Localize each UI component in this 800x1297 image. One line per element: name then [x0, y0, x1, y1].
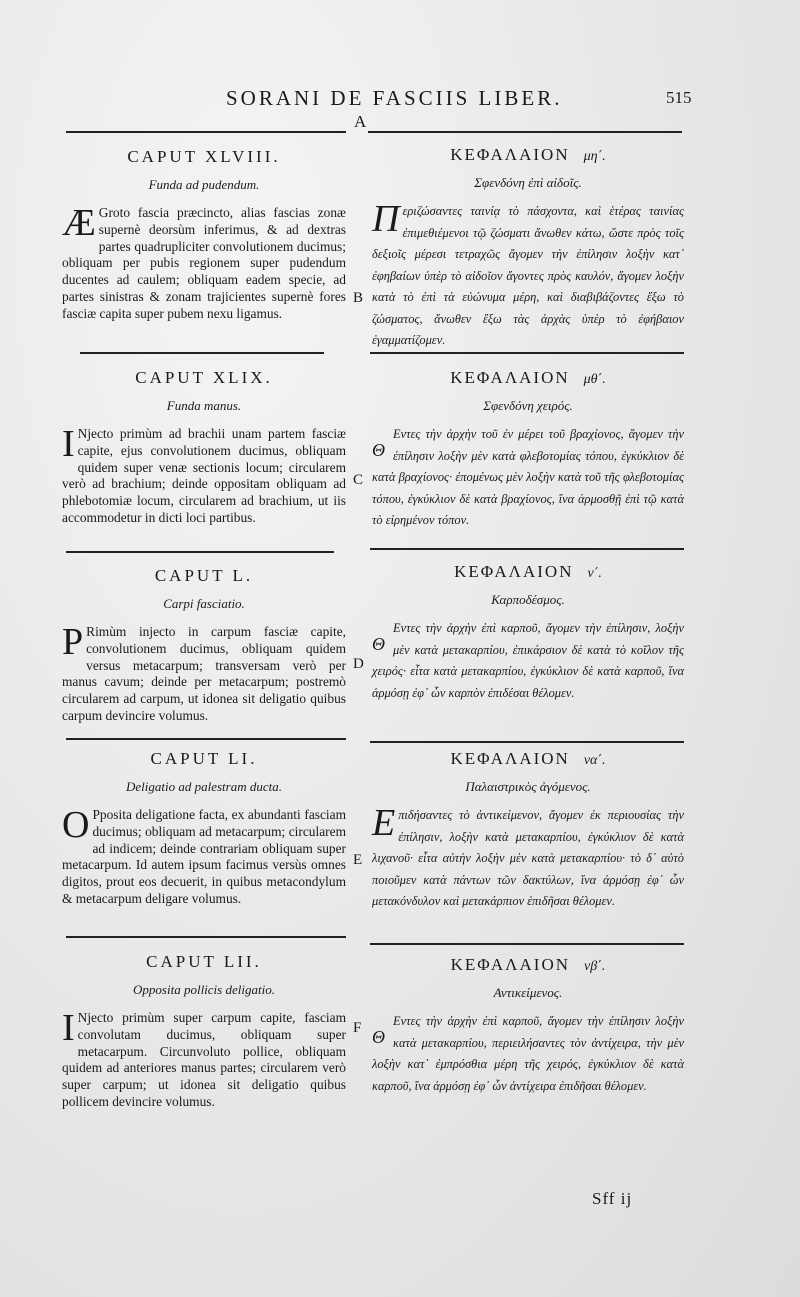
header-rule-right — [368, 131, 682, 133]
paragraph-text: Εντες τὴν ἀρχὴν τοῦ ἐν μέρει τοῦ βραχίονος, ἄγομεν τὴν ἐπίλησιν λοξὴν μὲν κατὰ φλεβοτομίας τόπου, ἐγκύκλιον δὲ κατὰ βραχίονος· ἐπομένως μὲν λοξὴν κατὰ τοῦ τῆς φλεβοτομίας τόπου, ἐγκύκλιον δὲ κατὰ βραχίονος, ἵνα ἁρμοσθῇ ἐπὶ τῷ κατὰ τὸ εἰρημένον τόπον. — [372, 427, 684, 527]
section-text — [372, 618, 684, 704]
section-text — [62, 804, 346, 908]
section-heading — [372, 955, 684, 975]
section-rule — [80, 352, 324, 354]
chapter-number: νβ΄. — [584, 959, 606, 974]
section-heading: CAPUT LII. — [146, 952, 262, 971]
section-text — [62, 423, 346, 527]
paragraph-text: Pposita deligatione facta, ex abundanti fasciam ducimus; obliquam ad metacarpum; circularem ad indicem; deinde contrariam obliquam super metacarpum. Id autem ipsum facimus versùs omnes digitos, prout eos decuerit, in quibus metacondylum & metacarpum deligare volumus. — [62, 807, 346, 906]
latin-section-52 — [62, 952, 346, 1111]
section-text — [372, 1011, 684, 1097]
paragraph-text: Njecto primùm super carpum capite, fasciam convolutam ducimus, obliquam super metacarpum. Circunvoluto pollice, obliquam quidem ad anteriores manus partes; circularem verò super carpum; ut idonea sit deligatio quibus pollicem devincire volumus. — [62, 1010, 346, 1109]
greek-section-52 — [372, 955, 684, 1097]
section-subtitle: Opposita pollicis deligatio. — [133, 982, 275, 997]
section-subtitle: Σφενδόνη χειρός. — [483, 398, 573, 413]
margin-marker-c: C — [353, 472, 364, 488]
section-text — [372, 802, 684, 913]
section-rule — [370, 352, 684, 354]
greek-section-51 — [372, 749, 684, 913]
section-heading — [372, 749, 684, 769]
section-subtitle: Funda ad pudendum. — [148, 177, 260, 192]
section-rule — [370, 943, 684, 945]
latin-section-50 — [62, 566, 346, 725]
section-rule — [66, 551, 334, 553]
greek-section-49 — [372, 368, 684, 532]
theta-mark: Θ — [372, 634, 385, 654]
printer-signature: Sff ij — [592, 1189, 633, 1208]
latin-section-49 — [62, 368, 346, 527]
section-heading: CAPUT XLVIII. — [127, 147, 281, 166]
heading-word: ΚΕΦΑΛΑΙΟΝ — [454, 562, 574, 581]
margin-marker-a: A — [354, 112, 367, 131]
margin-marker-e: E — [353, 852, 363, 868]
section-heading — [372, 368, 684, 388]
heading-word: ΚΕΦΑΛΑΙΟΝ — [450, 749, 570, 768]
greek-section-48 — [372, 145, 684, 352]
paragraph-text: Rimùm injecto in carpum fasciæ capite, convolutionem ducimus, obliquam quidem versus metacarpum; transversam verò per manus cavum; deinde per metacarpum; postremò circularem ad carpum, ut idonea sit deligatio quibus carpum devincire volumus. — [62, 624, 346, 723]
section-text — [62, 1007, 346, 1111]
section-subtitle: Σφενδόνη ἐπὶ αἰδοῖς. — [474, 175, 582, 190]
header-rule-left — [66, 131, 346, 133]
section-subtitle: Καρποδέσμος. — [491, 592, 565, 607]
section-heading: CAPUT LI. — [150, 749, 258, 768]
chapter-number: μη΄. — [583, 149, 606, 164]
section-text — [62, 621, 346, 725]
section-text — [372, 424, 684, 532]
chapter-number: να΄. — [583, 753, 606, 768]
section-heading: CAPUT XLIX. — [135, 368, 273, 387]
margin-marker-d: D — [353, 656, 364, 672]
paragraph-text: πιδήσαντες τὸ ἀντικείμενον, ἄγομεν ἐκ περιουσίας τὴν ἐπίλησιν, λοξὴν κατὰ μετακαρπίου, ἐγκύκλιον δὲ κατὰ λιχανοῦ· εἶτα αὐτὴν λοξὴν μὲν κατὰ μετακαρπίου· τὸ δ᾽ αὐτὸ ποιοῦμεν κατὰ πάντων τῶν δακτύλων, ἵνα ἁρμόσῃ ἐφ᾽ ὧν μετακόνδυλον καὶ μετακάρπιον ἐπιδῆσαι θέλομεν. — [372, 808, 684, 908]
margin-marker-f: F — [353, 1020, 362, 1036]
latin-section-48 — [62, 147, 346, 323]
drop-cap: P — [62, 621, 84, 663]
drop-cap: I — [62, 423, 75, 465]
section-subtitle: Deligatio ad palestram ducta. — [126, 779, 282, 794]
section-rule — [66, 738, 346, 740]
section-subtitle: Παλαιστρικὸς ἀγόμενος. — [465, 779, 591, 794]
section-rule — [370, 548, 684, 550]
drop-cap: Π — [372, 198, 400, 240]
chapter-number: μθ΄. — [583, 372, 606, 387]
paragraph-text: Εντες τὴν ἀρχὴν ἐπὶ καρποῦ, ἄγομεν τὴν ἐπίλησιν, λοξὴν μὲν κατὰ μετακαρπίου, ἐπικάρσιον δὲ κατὰ τὸ κοῖλον τῆς χειρός· εἶτα κατὰ μετακαρπίου, ἐγκύκλιον δὲ κατὰ καρποῦ, ἵνα ἁρμόσῃ ἐφ᾽ ὧν καρπὸν ἐπιδέσαι θέλομεν. — [372, 621, 684, 700]
section-subtitle: Αντικείμενος. — [493, 985, 563, 1000]
chapter-number: ν΄. — [587, 566, 602, 581]
greek-section-50 — [372, 562, 684, 704]
margin-marker-b: B — [353, 290, 364, 306]
running-header: SORANI DE FASCIIS LIBER. — [226, 86, 563, 110]
theta-mark: Θ — [372, 440, 385, 460]
section-heading: CAPUT L. — [154, 566, 254, 585]
page-number: 515 — [666, 88, 692, 107]
section-text — [372, 198, 684, 352]
section-subtitle: Funda manus. — [166, 398, 242, 413]
drop-cap: Ε — [372, 802, 396, 844]
section-subtitle: Carpi fasciatio. — [163, 596, 245, 611]
section-text — [62, 202, 346, 323]
heading-word: ΚΕΦΑΛΑΙΟΝ — [450, 145, 570, 164]
paragraph-text: Njecto primùm ad brachii unam partem fasciæ capite, ejus convolutionem ducimus, obliquam quidem super venæ sectionis locum; circularem verò ad brachium; deinde oppositam obliquam ad phlebotomiæ locum, circularem ad brachium, ut iis accommodetur in dicti loci partibus. — [62, 426, 346, 525]
drop-cap: Æ — [62, 202, 96, 244]
theta-mark: Θ — [372, 1027, 385, 1047]
latin-section-51 — [62, 749, 346, 908]
paragraph-text: Εντες τὴν ἀρχὴν ἐπὶ καρποῦ, ἄγομεν τὴν ἐπίλησιν λοξὴν κατὰ μετακαρπίου, περιειλήσαντες τὸν ἀντίχειρα, τὴν μὲν λοξὴν κατ᾽ ἐμπρόσθια μέρη τῆς χειρός, ἐγκύκλιον δὲ κατὰ καρποῦ, ἵνα ἁρμόσῃ ἐφ᾽ ὧν ἀντίχειρα ἐπιδῆσαι θέλομεν. — [372, 1014, 684, 1093]
paragraph-text: Groto fascia præcincto, alias fascias zonæ supernè deorsùm inferimus, & ad dextras partes quadrupliciter convolutionem ducimus; obliquam per pubis regionem super pudendum ducentes ad caulem; obliquam eadem specie, ad partes sinistras & zonam trajicientes supernè fores fasciæ capita super pubem nexu ligamus. — [62, 205, 346, 321]
drop-cap: I — [62, 1007, 75, 1049]
section-heading — [372, 145, 684, 165]
heading-word: ΚΕΦΑΛΑΙΟΝ — [450, 955, 570, 974]
paragraph-text: εριζώσαντες ταινίᾳ τὸ πάσχοντα, καὶ ἑτέρας ταινίας ἐπιμεθιέμενοι τῷ ζώσματι ἄνωθεν κάτω, ὥστε πρὸς τοῖς δεξιοῖς μέρεσι τετραχῶς ἄγομεν τὴν ἐπίλησιν λοξὴν κατ᾽ ἐφηβαίων ὑπὲρ τὸ αἰδοῖον ἄγοντες πρὸς καυλόν, ἄγομεν λοξὴν κατὰ τὸ ἐπὶ τὰ εὐώνυμα μέρη, καὶ διαβιβάζοντες ἔξω τὸ ζώσματος, ἄνωθεν ἔξω τὰς ἀρχὰς ὑπὲρ τὸ ἐφήβαιον ἐγαμματίζομεν. — [372, 204, 684, 347]
drop-cap: O — [62, 804, 90, 846]
heading-word: ΚΕΦΑΛΑΙΟΝ — [450, 368, 570, 387]
section-heading — [372, 562, 684, 582]
section-rule — [66, 936, 346, 938]
section-rule — [370, 741, 684, 743]
